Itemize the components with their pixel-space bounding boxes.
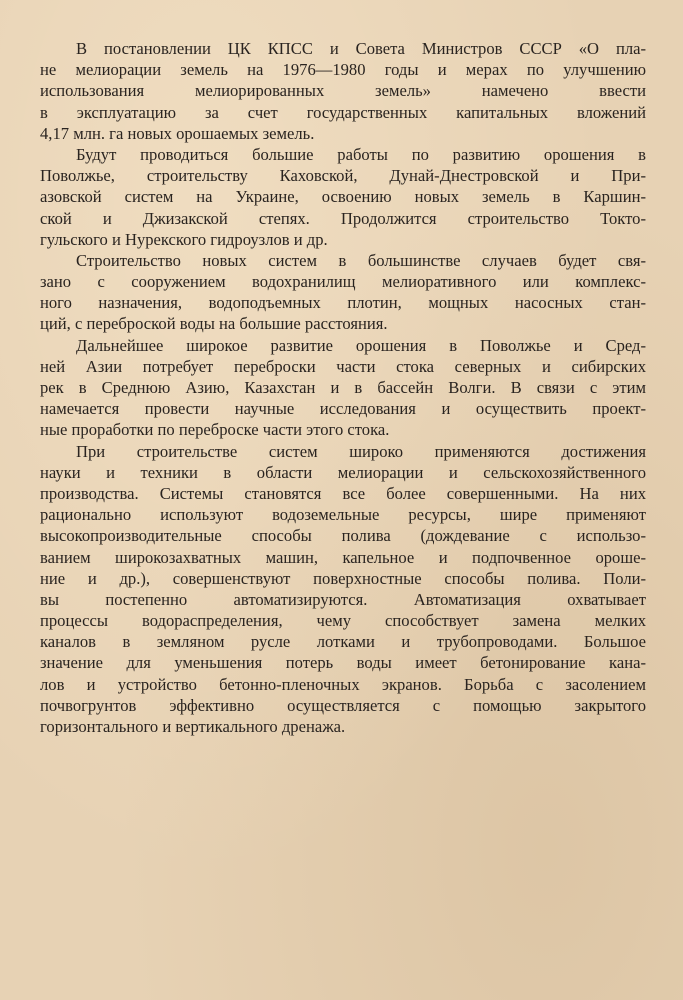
text-line: Будут проводиться большие работы по развитию орошения в: [76, 144, 646, 164]
text-line: Строительство новых систем в большинстве случаев будет свя-: [76, 250, 646, 270]
text-line: гульского и Нурекского гидроузлов и др.: [40, 229, 328, 249]
text-line: производства. Системы становятся все более совершенными. На них: [40, 483, 646, 503]
paragraph-1: [40, 38, 646, 144]
text-line: рек в Среднюю Азию, Казахстан и в бассейн Волги. В связи с этим: [40, 378, 646, 397]
text-line: ные проработки по переброске части этого стока.: [40, 420, 390, 440]
text-line: использования мелиорированных земель» намечено ввести: [40, 81, 646, 101]
text-line: высокопроизводительные способы полива (дождевание с использо-: [40, 526, 646, 546]
text-line: В постановлении ЦК КПСС и Совета Министров СССР «О пла-: [76, 39, 646, 58]
paragraph-5: [40, 441, 646, 738]
text-line: азовской систем на Украине, освоению новых земель в Каршин-: [40, 187, 646, 207]
text-line: в эксплуатацию за счет государственных капитальных вложений: [40, 102, 646, 122]
text-line: вы постепенно автоматизируются. Автоматизация охватывает: [40, 589, 646, 609]
text-line: науки и техники в области мелиорации и сельскохозяйственного: [40, 462, 646, 482]
text-line: 4,17 млн. га новых орошаемых земель.: [40, 123, 315, 143]
text-line: каналов в земляном русле лотками и трубопроводами. Большое: [40, 632, 646, 652]
text-line: ного назначения, водоподъемных плотин, мощных насосных стан-: [40, 293, 646, 313]
text-line: При строительстве систем широко применяются достижения: [76, 441, 646, 461]
text-line: процессы водораспределения, чему способствует замена мелких: [40, 611, 646, 631]
text-line: ней Азии потребует переброски части стока северных и сибирских: [40, 356, 646, 376]
text-line: ций, с переброской воды на большие расстояния.: [40, 314, 388, 334]
text-line: ние и др.), совершенствуют поверхностные способы полива. Поли-: [40, 568, 646, 588]
text-line: зано с сооружением водохранилищ мелиоративного или комплекс-: [40, 272, 646, 292]
text-line: горизонтального и вертикального дренажа.: [40, 717, 346, 736]
text-line: рационально используют водоземельные ресурсы, шире применяют: [40, 505, 646, 525]
text-line: лов и устройство бетонно-пленочных экранов. Борьба с засолением: [40, 674, 646, 694]
paragraph-4: [40, 335, 646, 441]
text-line: намечается провести научные исследования и осуществить проект-: [40, 399, 646, 419]
text-line: Дальнейшее широкое развитие орошения в Поволжье и Сред-: [76, 335, 646, 355]
document-page: [40, 38, 646, 737]
paragraph-3: [40, 250, 646, 335]
text-line: ской и Джизакской степях. Продолжится строительство Токто-: [40, 208, 646, 228]
text-line: почвогрунтов эффективно осуществляется с помощью закрытого: [40, 695, 646, 715]
text-line: не мелиорации земель на 1976—1980 годы и мерах по улучшению: [40, 60, 646, 80]
paragraph-2: [40, 144, 646, 250]
text-line: ванием широкозахватных машин, капельное и подпочвенное ороше-: [40, 547, 646, 567]
text-line: Поволжье, строительству Каховской, Дунай-Днестровской и При-: [40, 166, 646, 186]
text-line: значение для уменьшения потерь воды имеет бетонирование кана-: [40, 653, 646, 673]
